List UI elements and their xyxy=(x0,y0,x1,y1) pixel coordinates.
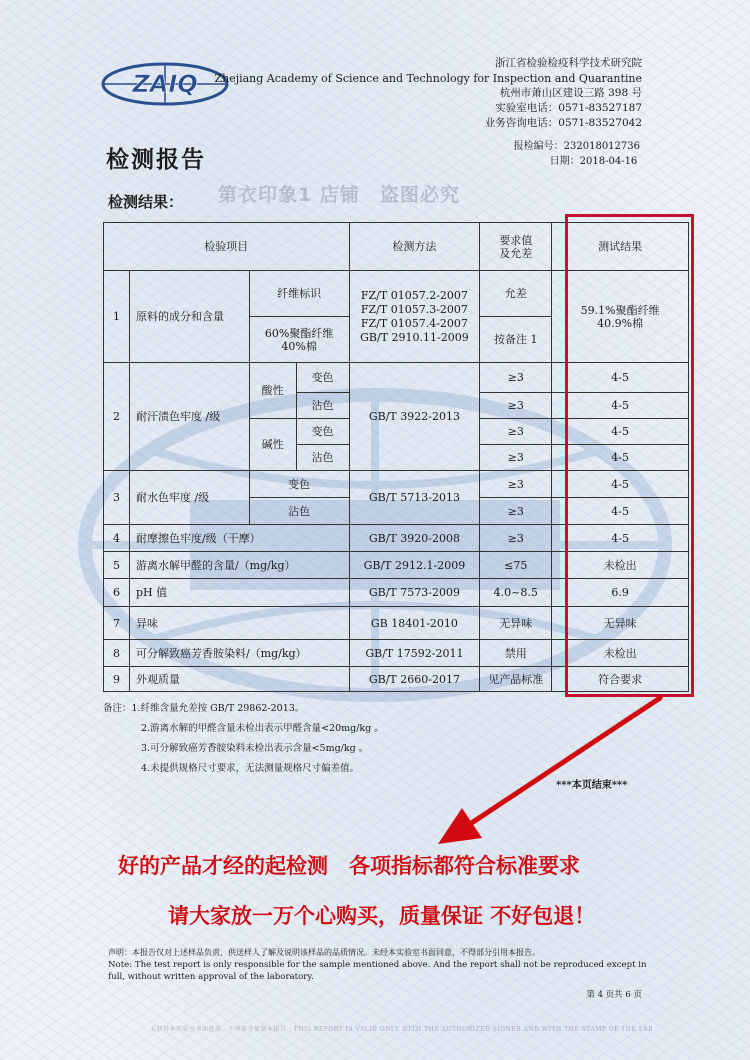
method-line: FZ/T 01057.3-2007 xyxy=(360,302,468,316)
row-result: 6.9 xyxy=(552,579,689,607)
sub-line: 40%棉 xyxy=(281,339,317,353)
disclaimer xyxy=(108,947,648,983)
header-requirement-line2: 及允差 xyxy=(499,246,533,260)
header-method: 检测方法 xyxy=(349,223,480,271)
row-result: 4-5 xyxy=(552,498,689,525)
row-sub: 变色 xyxy=(296,363,349,393)
row-sub: 变色 xyxy=(296,419,349,445)
row-name: 异味 xyxy=(129,607,349,640)
row-requirement: 见产品标准 xyxy=(480,667,552,692)
row-sub: 沾色 xyxy=(296,445,349,471)
row-requirement: ≥3 xyxy=(480,393,552,419)
row-method: GB/T 2912.1-2009 xyxy=(349,552,480,579)
row-method: GB/T 3922-2013 xyxy=(349,363,480,471)
header-result: 测试结果 xyxy=(552,223,689,271)
institute-name-cn: 浙江省检验检疫科学技术研究院 xyxy=(495,57,642,69)
row-requirement: ≥3 xyxy=(480,363,552,393)
end-of-page-mark: ***本页结束*** xyxy=(556,780,628,791)
note-line: 4.未提供规格尺寸要求，无法测量规格尺寸偏差值。 xyxy=(141,763,360,774)
disclaimer-en: Note: The test report is only responsible for the sample mentioned above. And the report shall not be reproduced except in full, without written approval of the laboratory. xyxy=(108,960,647,982)
page-number: 第 4 页共 6 页 xyxy=(586,990,642,1000)
row-requirement: ≤75 xyxy=(480,552,552,579)
row-no: 5 xyxy=(104,552,130,579)
row-requirement: 禁用 xyxy=(480,640,552,667)
method-line: GB/T 2910.11-2009 xyxy=(360,330,469,344)
row-method: GB/T 7573-2009 xyxy=(349,579,480,607)
row-name: 游离水解甲醛的含量/（mg/kg） xyxy=(129,552,349,579)
zaiq-logo-icon xyxy=(98,62,233,106)
note-line: 2.游离水解的甲醛含量未检出表示甲醛含量<20mg/kg 。 xyxy=(141,723,384,734)
row-name: 耐水色牢度 /级 xyxy=(129,471,249,525)
row-name: 外观质量 xyxy=(129,667,349,692)
row-name: 耐汗渍色牢度 /级 xyxy=(129,363,249,471)
row-sub: 纤维标识 xyxy=(249,271,349,317)
institute-info xyxy=(214,56,642,131)
row-result: 符合要求 xyxy=(552,667,689,692)
row-requirement: ≥3 xyxy=(480,471,552,498)
slogan-line-1: 好的产品才经的起检测 各项指标都符合标准要求 xyxy=(118,854,580,878)
sub-line: 60%聚酯纤维 xyxy=(264,326,334,340)
note-line: 备注：1.纤维含量允差按 GB/T 29862-2013。 xyxy=(103,703,305,714)
row-no: 1 xyxy=(104,271,130,363)
row-name: 可分解致癌芳香胺染料/（mg/kg） xyxy=(129,640,349,667)
row-requirement: 允差 xyxy=(480,271,552,317)
row-result: 4-5 xyxy=(552,471,689,498)
row-requirement: 4.0~8.5 xyxy=(480,579,552,607)
row-requirement: 无异味 xyxy=(480,607,552,640)
slogan-line-2: 请大家放一万个心购买，质量保证 不好包退！ xyxy=(168,904,596,928)
row-sub: 沾色 xyxy=(296,393,349,419)
report-number: 报检编号：232018012736 xyxy=(513,141,640,152)
row-requirement: 按备注 1 xyxy=(480,317,552,363)
consult-phone: 业务咨询电话：0571-83527042 xyxy=(484,117,642,129)
header-requirement xyxy=(480,223,552,271)
notes xyxy=(103,699,384,779)
row-method: GB 18401-2010 xyxy=(349,607,480,640)
row-alkali: 碱性 xyxy=(249,419,296,471)
note-line: 3.可分解致癌芳香胺染料未检出表示含量<5mg/kg 。 xyxy=(141,743,369,754)
row-requirement: ≥3 xyxy=(480,498,552,525)
row-name: pH 值 xyxy=(129,579,349,607)
report-date: 日期：2018-04-16 xyxy=(549,156,638,167)
method-line: FZ/T 01057.2-2007 xyxy=(360,288,468,302)
row-result: 无异味 xyxy=(552,607,689,640)
row-result: 4-5 xyxy=(552,393,689,419)
report-meta xyxy=(514,139,640,169)
row-name: 耐摩擦色牢度/级（干摩） xyxy=(129,525,349,552)
result-highlight-box xyxy=(565,214,694,697)
row-result: 未检出 xyxy=(552,552,689,579)
row-name: 原料的成分和含量 xyxy=(129,271,249,363)
logo-text: ZAIQ xyxy=(132,70,198,98)
results-label: 检测结果： xyxy=(108,193,184,211)
footer-text: 未获得本实验室书面批准，不得部分复制本报告 · THIS REPORT IS VALID ONLY WITH THE AUTHORIZED SIGNER AND WITH THE STAMP OF THE LAB xyxy=(150,1026,654,1033)
row-no: 2 xyxy=(104,363,130,471)
row-result: 4-5 xyxy=(552,445,689,471)
institute-address: 杭州市萧山区建设三路 398 号 xyxy=(499,87,642,99)
row-no: 8 xyxy=(104,640,130,667)
row-no: 4 xyxy=(104,525,130,552)
row-sub: 沾色 xyxy=(249,498,349,525)
header-item: 检验项目 xyxy=(104,223,350,271)
row-method: GB/T 17592-2011 xyxy=(349,640,480,667)
row-acid: 酸性 xyxy=(249,363,296,419)
row-method: GB/T 2660-2017 xyxy=(349,667,480,692)
row-result: 4-5 xyxy=(552,525,689,552)
row-requirement: ≥3 xyxy=(480,419,552,445)
row-sub: 变色 xyxy=(249,471,349,498)
row-requirement: ≥3 xyxy=(480,445,552,471)
method-line: FZ/T 01057.4-2007 xyxy=(360,316,468,330)
row-result: 4-5 xyxy=(552,363,689,393)
disclaimer-cn: 声明：本报告仅对上述样品负责，供送样人了解及说明该样品的品质情况。未经本实验室书面同意，不得部分引用本报告。 xyxy=(108,948,540,957)
row-no: 9 xyxy=(104,667,130,692)
result-line: 59.1%聚酯纤维 xyxy=(580,303,660,317)
row-sub xyxy=(249,317,349,363)
result-line: 40.9%棉 xyxy=(597,316,644,330)
row-method xyxy=(349,271,480,363)
report-title: 检测报告 xyxy=(106,147,206,173)
row-no: 3 xyxy=(104,471,130,525)
shop-watermark: 第衣印象1 店铺 盗图必究 xyxy=(218,184,460,206)
row-result: 4-5 xyxy=(552,419,689,445)
institute-name-en: Zhejiang Academy of Science and Technology for Inspection and Quarantine xyxy=(214,72,642,85)
red-arrow-icon xyxy=(420,690,720,850)
row-no: 6 xyxy=(104,579,130,607)
lab-phone: 实验室电话：0571-83527187 xyxy=(495,102,642,114)
row-method: GB/T 3920-2008 xyxy=(349,525,480,552)
header-requirement-line1: 要求值 xyxy=(499,233,533,247)
row-no: 7 xyxy=(104,607,130,640)
row-result: 未检出 xyxy=(552,640,689,667)
row-method: GB/T 5713-2013 xyxy=(349,471,480,525)
row-requirement: ≥3 xyxy=(480,525,552,552)
